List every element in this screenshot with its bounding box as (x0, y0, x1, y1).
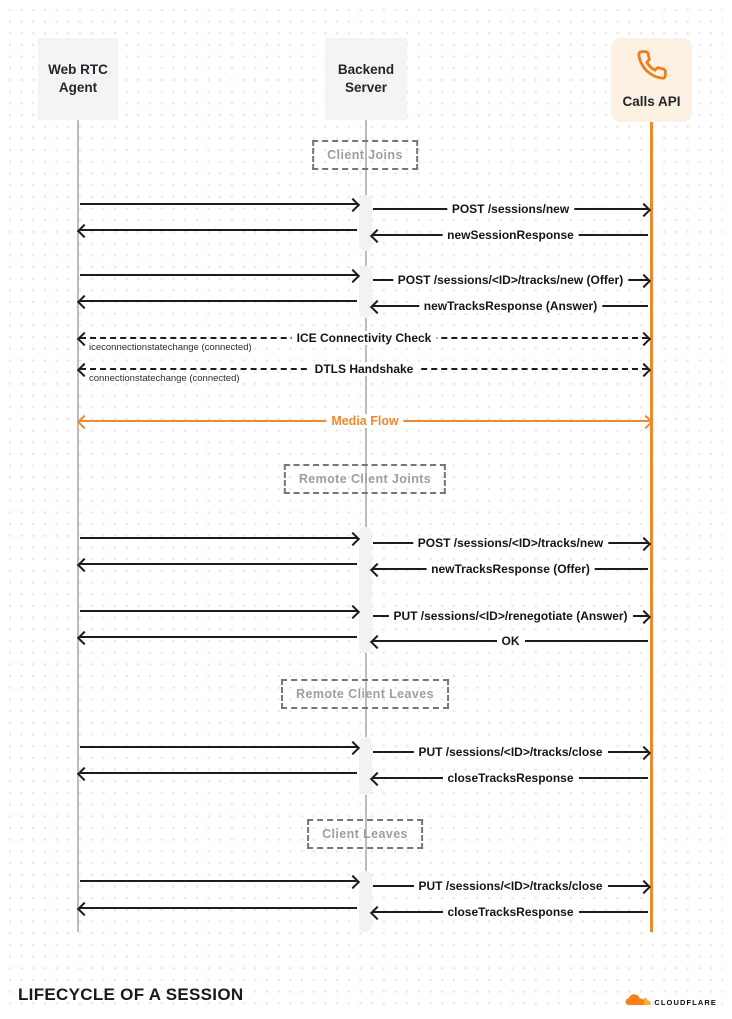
phase-remote-client-leaves: Remote Client Leaves (281, 679, 449, 709)
phase-client-joins: Client Joins (312, 140, 418, 170)
arrow-backend-to-webrtc (80, 300, 357, 302)
message-label: POST /sessions/new (447, 202, 574, 216)
event-note: iceconnectionstatechange (connected) (89, 342, 252, 353)
arrow-backend-to-calls (373, 273, 648, 287)
arrow-backend-to-webrtc (80, 563, 357, 565)
actor-label: Calls API (622, 94, 681, 109)
event-note: connectionstatechange (connected) (89, 373, 240, 384)
arrow-backend-to-webrtc (80, 772, 357, 774)
arrow-calls-to-backend (373, 299, 648, 313)
message-label: POST /sessions/<ID>/tracks/new (413, 536, 608, 550)
message-label: PUT /sessions/<ID>/tracks/close (413, 745, 607, 759)
arrow-backend-to-calls (373, 745, 648, 759)
actor-backend-server (325, 38, 407, 120)
phase-client-leaves: Client Leaves (307, 819, 423, 849)
arrow-webrtc-to-backend (80, 880, 357, 882)
arrow-webrtc-to-backend (80, 746, 357, 748)
brand-wordmark: CLOUDFLARE (654, 998, 717, 1007)
activation-bar (359, 871, 372, 932)
activation-bar (359, 266, 372, 318)
actor-web-rtc-agent (38, 38, 118, 120)
message-label: OK (497, 634, 525, 648)
arrow-calls-to-backend (373, 562, 648, 576)
arrow-backend-to-webrtc (80, 229, 357, 231)
page-title: LIFECYCLE OF A SESSION (18, 985, 244, 1004)
lifeline-webrtc-agent (77, 120, 79, 932)
arrow-webrtc-to-backend (80, 203, 357, 205)
arrow-media-flow (80, 414, 650, 428)
message-label: closeTracksResponse (442, 771, 578, 785)
message-label: newTracksResponse (Offer) (426, 562, 595, 576)
actor-label: Backend Server (337, 61, 395, 95)
message-label: newTracksResponse (Answer) (419, 299, 602, 313)
arrow-backend-to-calls (373, 879, 648, 893)
activation-bar (359, 195, 372, 251)
arrow-calls-to-backend (373, 905, 648, 919)
arrow-webrtc-to-backend (80, 274, 357, 276)
message-label: DTLS Handshake (310, 362, 419, 376)
message-label: PUT /sessions/<ID>/tracks/close (413, 879, 607, 893)
arrow-backend-to-calls (373, 202, 648, 216)
message-label: POST /sessions/<ID>/tracks/new (Offer) (393, 273, 628, 287)
message-label: Media Flow (326, 414, 403, 428)
phone-icon (636, 49, 668, 86)
arrow-ice-connectivity-check (80, 331, 648, 353)
actor-label: Web RTC Agent (48, 61, 108, 95)
cloudflare-logo (624, 993, 717, 1012)
arrow-backend-to-calls (373, 609, 648, 623)
actor-calls-api (611, 38, 692, 122)
arrow-calls-to-backend (373, 771, 648, 785)
arrow-backend-to-webrtc (80, 907, 357, 909)
arrow-backend-to-webrtc (80, 636, 357, 638)
cloudflare-cloud-icon (624, 993, 651, 1012)
arrow-webrtc-to-backend (80, 537, 357, 539)
message-label: ICE Connectivity Check (292, 331, 437, 345)
phase-remote-client-joins: Remote Client Joints (284, 464, 446, 494)
lifeline-calls-api (650, 122, 653, 932)
activation-bar (359, 737, 372, 795)
arrow-dtls-handshake (80, 362, 648, 384)
arrow-backend-to-calls (373, 536, 648, 550)
activation-bar (359, 527, 372, 653)
message-label: newSessionResponse (442, 228, 579, 242)
arrow-webrtc-to-backend (80, 610, 357, 612)
arrow-calls-to-backend (373, 228, 648, 242)
arrow-calls-to-backend (373, 634, 648, 648)
message-label: PUT /sessions/<ID>/renegotiate (Answer) (388, 609, 632, 623)
message-label: closeTracksResponse (442, 905, 578, 919)
